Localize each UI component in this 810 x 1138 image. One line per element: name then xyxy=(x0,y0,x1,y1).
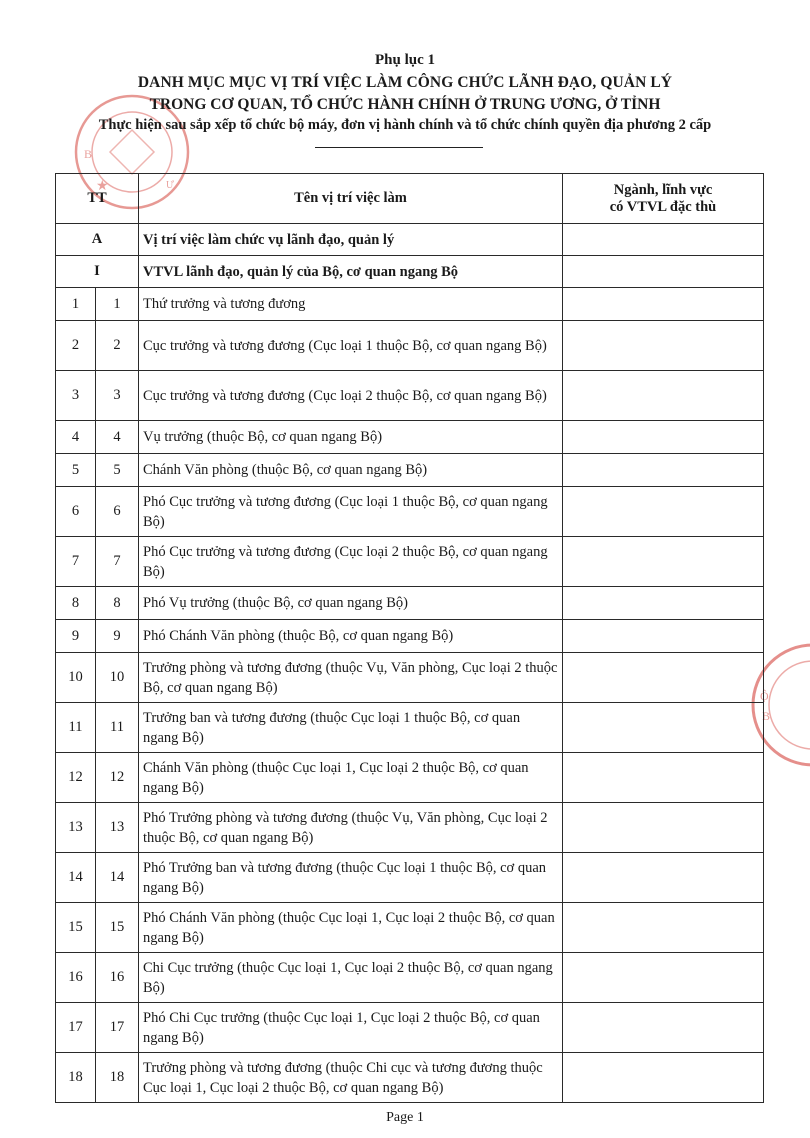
row-sector xyxy=(563,454,764,487)
header-sector xyxy=(563,174,764,224)
table-row xyxy=(56,487,764,537)
row-sector xyxy=(563,537,764,587)
header-tt: TT xyxy=(56,174,139,224)
row-index-a: 10 xyxy=(56,653,96,703)
row-sector xyxy=(563,703,764,753)
row-index-a: 14 xyxy=(56,853,96,903)
page-number: Page 1 xyxy=(386,1110,424,1125)
row-index-b: 11 xyxy=(96,703,139,753)
row-position-name: Phó Cục trưởng và tương đương (Cục loại 2 thuộc Bộ, cơ quan ngang Bộ) xyxy=(139,537,563,587)
table-row xyxy=(56,371,764,421)
row-position-name: Phó Cục trưởng và tương đương (Cục loại 1 thuộc Bộ, cơ quan ngang Bộ) xyxy=(139,487,563,537)
section-i-code: I xyxy=(56,256,139,288)
row-position-name: Phó Chánh Văn phòng (thuộc Bộ, cơ quan ngang Bộ) xyxy=(139,620,563,653)
row-index-a: 15 xyxy=(56,903,96,953)
table-row xyxy=(56,703,764,753)
table-row xyxy=(56,653,764,703)
row-sector xyxy=(563,487,764,537)
table-row xyxy=(56,1053,764,1103)
svg-text:★: ★ xyxy=(96,179,109,194)
row-sector xyxy=(563,903,764,953)
row-position-name: Phó Trưởng ban và tương đương (thuộc Cục loại 1 thuộc Bộ, cơ quan ngang Bộ) xyxy=(139,853,563,903)
row-index-b: 4 xyxy=(96,421,139,454)
table-row xyxy=(56,803,764,853)
row-index-a: 7 xyxy=(56,537,96,587)
row-position-name: Phó Chi Cục trưởng (thuộc Cục loại 1, Cục loại 2 thuộc Bộ, cơ quan ngang Bộ) xyxy=(139,1003,563,1053)
row-position-name: Trưởng ban và tương đương (thuộc Cục loại 1 thuộc Bộ, cơ quan ngang Bộ) xyxy=(139,703,563,753)
row-position-name: Phó Vụ trưởng (thuộc Bộ, cơ quan ngang Bộ) xyxy=(139,587,563,620)
header-position-name: Tên vị trí việc làm xyxy=(139,174,563,224)
table-row xyxy=(56,321,764,371)
row-sector xyxy=(563,371,764,421)
row-index-a: 3 xyxy=(56,371,96,421)
row-index-b: 13 xyxy=(96,803,139,853)
row-index-b: 5 xyxy=(96,454,139,487)
row-index-b: 18 xyxy=(96,1053,139,1103)
svg-text:B: B xyxy=(762,709,771,723)
section-a-sector xyxy=(563,224,764,256)
title-line-2: TRONG CƠ QUAN, TỔ CHỨC HÀNH CHÍNH Ở TRUNG ƯƠNG, Ở TỈNH xyxy=(149,96,661,113)
row-index-b: 14 xyxy=(96,853,139,903)
row-sector xyxy=(563,753,764,803)
section-row-a xyxy=(56,224,764,256)
row-position-name: Phó Trưởng phòng và tương đương (thuộc Vụ, Văn phòng, Cục loại 2 thuộc Bộ, cơ quan ngang Bộ) xyxy=(139,803,563,853)
row-position-name: Cục trưởng và tương đương (Cục loại 2 thuộc Bộ, cơ quan ngang Bộ) xyxy=(139,371,563,421)
row-index-a: 8 xyxy=(56,587,96,620)
row-position-name: Phó Chánh Văn phòng (thuộc Cục loại 1, Cục loại 2 thuộc Bộ, cơ quan ngang Bộ) xyxy=(139,903,563,953)
row-index-a: 1 xyxy=(56,288,96,321)
row-index-b: 3 xyxy=(96,371,139,421)
row-sector xyxy=(563,587,764,620)
row-position-name: Thứ trưởng và tương đương xyxy=(139,288,563,321)
section-a-code: A xyxy=(56,224,139,256)
row-sector xyxy=(563,1053,764,1103)
table-row xyxy=(56,1003,764,1053)
row-index-b: 1 xyxy=(96,288,139,321)
header-sector-line1: Ngành, lĩnh vực xyxy=(613,181,713,198)
row-position-name: Chánh Văn phòng (thuộc Cục loại 1, Cục loại 2 thuộc Bộ, cơ quan ngang Bộ) xyxy=(139,753,563,803)
row-position-name: Trưởng phòng và tương đương (thuộc Vụ, Văn phòng, Cục loại 2 thuộc Bộ, cơ quan ngang Bộ) xyxy=(139,653,563,703)
header-sector-line2: có VTVL đặc thù xyxy=(609,198,717,215)
row-index-a: 2 xyxy=(56,321,96,371)
appendix-label: Phụ lục 1 xyxy=(374,52,435,68)
row-sector xyxy=(563,288,764,321)
row-index-b: 6 xyxy=(96,487,139,537)
row-index-b: 7 xyxy=(96,537,139,587)
row-index-a: 6 xyxy=(56,487,96,537)
section-a-label: Vị trí việc làm chức vụ lãnh đạo, quản lý xyxy=(139,224,563,256)
row-sector xyxy=(563,620,764,653)
row-index-b: 17 xyxy=(96,1003,139,1053)
row-index-a: 16 xyxy=(56,953,96,1003)
row-index-b: 16 xyxy=(96,953,139,1003)
row-sector xyxy=(563,653,764,703)
row-index-a: 11 xyxy=(56,703,96,753)
subtitle: Thực hiện sau sắp xếp tổ chức bộ máy, đơn vị hành chính và tổ chức chính quyền địa phương 2 cấp xyxy=(98,117,712,133)
row-index-a: 9 xyxy=(56,620,96,653)
table-row xyxy=(56,853,764,903)
row-index-b: 8 xyxy=(96,587,139,620)
table-row xyxy=(56,537,764,587)
row-index-b: 10 xyxy=(96,653,139,703)
row-sector xyxy=(563,803,764,853)
row-position-name: Vụ trưởng (thuộc Bộ, cơ quan ngang Bộ) xyxy=(139,421,563,454)
row-index-a: 12 xyxy=(56,753,96,803)
row-index-a: 17 xyxy=(56,1003,96,1053)
row-sector xyxy=(563,421,764,454)
title-line-1: DANH MỤC MỤC VỊ TRÍ VIỆC LÀM CÔNG CHỨC LÃNH ĐẠO, QUẢN LÝ xyxy=(137,74,673,91)
row-position-name: Chánh Văn phòng (thuộc Bộ, cơ quan ngang Bộ) xyxy=(139,454,563,487)
table-row xyxy=(56,903,764,953)
table-row xyxy=(56,953,764,1003)
row-sector xyxy=(563,953,764,1003)
row-index-a: 18 xyxy=(56,1053,96,1103)
row-position-name: Trưởng phòng và tương đương (thuộc Chi cục và tương đương thuộc Cục loại 1, Cục loại 2 thuộc Bộ, cơ quan ngang Bộ) xyxy=(139,1053,563,1103)
section-i-label: VTVL lãnh đạo, quản lý của Bộ, cơ quan ngang Bộ xyxy=(139,256,563,288)
table-row xyxy=(56,421,764,454)
section-row-i xyxy=(56,256,764,288)
row-index-a: 5 xyxy=(56,454,96,487)
row-index-a: 13 xyxy=(56,803,96,853)
row-position-name: Cục trưởng và tương đương (Cục loại 1 thuộc Bộ, cơ quan ngang Bộ) xyxy=(139,321,563,371)
svg-text:Ộ: Ộ xyxy=(760,689,769,703)
section-i-sector xyxy=(563,256,764,288)
svg-text:B: B xyxy=(84,147,93,161)
row-index-b: 9 xyxy=(96,620,139,653)
row-index-b: 15 xyxy=(96,903,139,953)
table-row xyxy=(56,288,764,321)
row-index-a: 4 xyxy=(56,421,96,454)
svg-text:Ư: Ư xyxy=(166,180,174,191)
table-row xyxy=(56,587,764,620)
table-header-row xyxy=(56,174,764,224)
row-index-b: 12 xyxy=(96,753,139,803)
row-position-name: Chi Cục trưởng (thuộc Cục loại 1, Cục loại 2 thuộc Bộ, cơ quan ngang Bộ) xyxy=(139,953,563,1003)
row-sector xyxy=(563,853,764,903)
row-sector xyxy=(563,321,764,371)
row-sector xyxy=(563,1003,764,1053)
table-row xyxy=(56,454,764,487)
table-row xyxy=(56,753,764,803)
table-row xyxy=(56,620,764,653)
positions-table xyxy=(55,173,764,1103)
row-index-b: 2 xyxy=(96,321,139,371)
title-divider xyxy=(315,147,483,148)
